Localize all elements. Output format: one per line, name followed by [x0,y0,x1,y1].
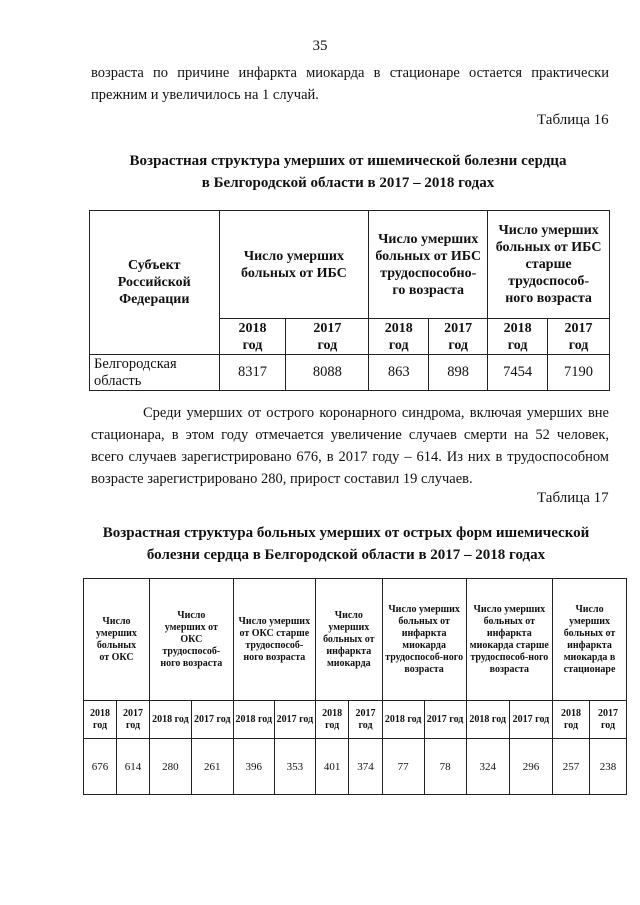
value-cell: 401 [315,739,348,795]
page-number: 35 [312,38,328,54]
year-header: 2018 год [233,701,274,739]
middle-paragraph: Среди умерших от острого коронарного синдрома, включая умерших вне стационара, в этом году отмечается увеличение случаев смерти на 52 человек, всего случаев зарегистрировано 676, в 2017 году – 614. Из них в трудоспособном возрасте зарегистрировано 280, прирост составил 19 случаев. [91,405,609,487]
year-header: 2017 год [286,319,369,355]
year-header: 2018 год [149,701,191,739]
table-17-title [60,522,632,566]
value-cell: 898 [429,355,488,391]
year-header: 2017 год [116,701,149,739]
value-cell: 7454 [488,355,548,391]
year-header: 2017 год [429,319,488,355]
year-header: 2017 год [274,701,315,739]
value-cell: 78 [424,739,466,795]
table-16-label: Таблица 16 [537,112,609,128]
value-cell: 353 [274,739,315,795]
group-header: Число умерших больных от ИБС трудоспособно-го возраста [369,211,488,319]
region-cell: Белгородская область [90,355,220,391]
year-header: 2017 год [548,319,610,355]
year-header: 2018 год [219,319,286,355]
table-17-title-line1: Возрастная структура больных умерших от острых форм ишемической [102,525,590,541]
value-cell: 863 [369,355,429,391]
table-17-title-line2: болезни сердца в Белгородской области в 2017 – 2018 годах [146,547,546,563]
value-cell: 8317 [219,355,286,391]
value-cell: 676 [84,739,117,795]
year-header: 2017 год [424,701,466,739]
value-cell: 261 [191,739,233,795]
year-header: 2018 год [553,701,590,739]
year-header: 2018 год [84,701,117,739]
table-17-label: Таблица 17 [537,490,609,506]
intro-paragraph: возраста по причине инфаркта миокарда в стационаре остается практически прежним и увеличилось на 1 случай. [91,65,609,103]
table-row [90,355,610,391]
value-cell: 396 [233,739,274,795]
value-cell: 238 [589,739,626,795]
subject-header: Субъект Российской Федерации [90,211,220,355]
value-cell: 296 [509,739,552,795]
group-header: Число умерших больных от инфаркта миокарда [315,579,382,701]
value-cell: 614 [116,739,149,795]
year-header: 2018 год [369,319,429,355]
year-header: 2018 год [382,701,424,739]
year-header: 2017 год [349,701,382,739]
year-header: 2018 год [466,701,509,739]
group-header: Число умерших больных от инфаркта миокарда трудоспособ-ного возраста [382,579,466,701]
table-16-title [88,150,608,194]
value-cell: 77 [382,739,424,795]
table-16-title-line1: Возрастная структура умерших от ишемической болезни сердца [129,153,567,169]
group-header: Число умерших больных от ОКС [84,579,150,701]
year-header: 2017 год [589,701,626,739]
value-cell: 257 [553,739,590,795]
value-cell: 7190 [548,355,610,391]
value-cell: 280 [149,739,191,795]
group-header: Число умерших от ОКС трудоспособ-ного возраста [149,579,233,701]
value-cell: 324 [466,739,509,795]
group-header: Число умерших больных от инфаркта миокарда в стационаре [553,579,627,701]
group-header: Число умерших от ОКС старше трудоспособ-ного возраста [233,579,315,701]
group-header: Число умерших больных от инфаркта миокарда старше трудоспособ-ного возраста [466,579,553,701]
year-header: 2018 год [315,701,348,739]
table-16-title-line2: в Белгородской области в 2017 – 2018 годах [201,175,495,191]
group-header: Число умерших больных от ИБС [219,211,369,319]
table-16 [89,210,610,391]
table-17 [83,578,627,795]
value-cell: 374 [349,739,382,795]
group-header: Число умерших больных от ИБС старше трудоспособ-ного возраста [488,211,610,319]
year-header: 2018 год [488,319,548,355]
table-row [84,739,627,795]
year-header: 2017 год [191,701,233,739]
year-header: 2017 год [509,701,552,739]
value-cell: 8088 [286,355,369,391]
